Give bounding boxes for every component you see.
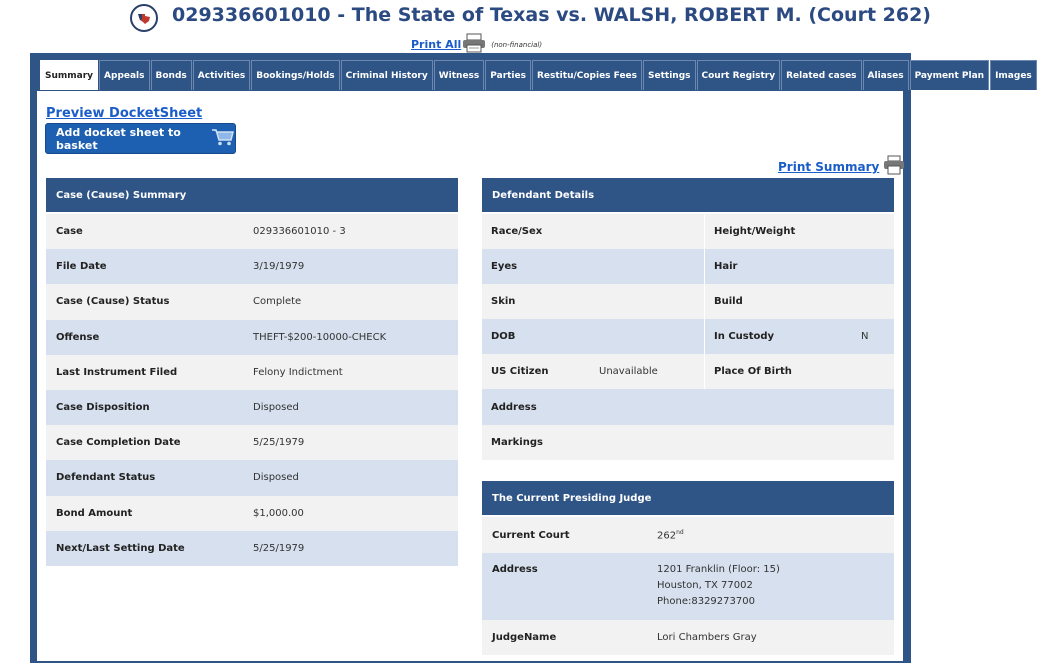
tab-bar: [40, 60, 1037, 90]
defendant-row-markings: [482, 425, 894, 460]
case-summary-row: [46, 355, 458, 390]
tab-related-cases[interactable]: Related cases: [781, 60, 861, 90]
case-summary-row: [46, 214, 458, 249]
place-of-birth-label: Place Of Birth: [714, 366, 792, 377]
case-summary-value: Disposed: [253, 472, 299, 484]
case-summary-header: [46, 178, 458, 212]
tab-criminal-history[interactable]: Criminal History: [341, 60, 433, 90]
print-all-link[interactable]: Print All: [411, 38, 462, 51]
tab-appeals[interactable]: Appeals: [99, 60, 149, 90]
tab-activities[interactable]: Activities: [193, 60, 251, 90]
case-summary-row: [46, 496, 458, 531]
address-label: Address: [491, 401, 537, 413]
judge-address-label: Address: [492, 564, 538, 575]
case-summary-value: THEFT-$200-10000-CHECK: [253, 331, 387, 343]
judge-address-line2: Houston, TX 77002: [657, 580, 753, 591]
case-summary-value: Felony Indictment: [253, 366, 343, 378]
add-to-basket-label: Add docket sheet to basket: [56, 125, 181, 152]
non-financial-note: (non-financial): [491, 40, 543, 49]
height-weight-label: Height/Weight: [714, 226, 796, 237]
tab-court-registry[interactable]: Court Registry: [697, 60, 781, 90]
markings-label: Markings: [491, 437, 543, 448]
case-summary-value: 029336601010 - 3: [253, 226, 346, 238]
judge-header: [482, 481, 894, 515]
case-summary-row: [46, 425, 458, 460]
tab-bookings-holds[interactable]: Bookings/Holds: [251, 60, 339, 90]
defendant-row-skin: [482, 284, 894, 319]
case-summary-label: Case Completion Date: [56, 437, 181, 449]
tab-witness[interactable]: Witness: [434, 60, 485, 90]
tab-restitution-fees[interactable]: Restitu/Copies Fees: [532, 60, 642, 90]
in-custody-value: N: [861, 331, 869, 342]
race-sex-label: Race/Sex: [491, 226, 543, 237]
judge-row-address: [482, 553, 894, 620]
skin-label: Skin: [491, 296, 516, 307]
case-summary-row: [46, 320, 458, 355]
case-summary-label: Bond Amount: [56, 507, 133, 519]
tab-parties[interactable]: Parties: [485, 60, 531, 90]
case-summary-label: Last Instrument Filed: [56, 366, 178, 378]
defendant-details-header: [482, 178, 894, 212]
judge-row-court: [482, 517, 894, 553]
column-divider: [704, 214, 705, 389]
in-custody-label: In Custody: [714, 331, 775, 342]
defendant-row-address: [482, 389, 894, 425]
case-summary-value: Disposed: [253, 402, 299, 414]
case-summary-value: 3/19/1979: [253, 261, 305, 273]
case-summary-value: 5/25/1979: [253, 437, 305, 449]
case-summary-row: [46, 390, 458, 425]
tab-settings[interactable]: Settings: [643, 60, 695, 90]
preview-docket-sheet-link[interactable]: Preview DocketSheet: [46, 106, 203, 121]
county-seal-icon: [130, 4, 158, 32]
page-title: 029336601010 - The State of Texas vs. WALSH, ROBERT M. (Court 262): [172, 4, 931, 26]
us-citizen-value: Unavailable: [599, 366, 658, 377]
current-court-value: 262nd: [657, 528, 684, 542]
case-summary-label: Case (Cause) Status: [56, 296, 170, 308]
defendant-details-title: Defendant Details: [492, 189, 595, 201]
tab-bonds[interactable]: Bonds: [151, 60, 192, 90]
case-summary-row: [46, 284, 458, 319]
case-summary-label: Offense: [56, 331, 100, 343]
defendant-row-citizen: [482, 354, 894, 389]
dob-label: DOB: [491, 331, 516, 342]
case-summary-value: 5/25/1979: [253, 542, 305, 554]
print-summary-group: [778, 155, 905, 179]
defendant-row-race: [482, 214, 894, 249]
defendant-row-dob: [482, 319, 894, 354]
case-summary-row: [46, 249, 458, 284]
tab-summary[interactable]: Summary: [40, 60, 98, 90]
judge-row-name: [482, 620, 894, 655]
case-summary-label: File Date: [56, 261, 107, 273]
defendant-row-eyes: [482, 249, 894, 284]
case-summary-row: [46, 531, 458, 566]
tab-aliases[interactable]: Aliases: [863, 60, 909, 90]
build-label: Build: [714, 296, 743, 307]
printer-icon[interactable]: [883, 155, 905, 179]
case-summary-row: [46, 460, 458, 495]
case-summary-title: Case (Cause) Summary: [56, 189, 187, 201]
add-to-basket-button[interactable]: [45, 123, 236, 154]
case-summary-value: Complete: [253, 296, 302, 308]
shopping-cart-icon: [211, 127, 235, 150]
case-summary-label: Defendant Status: [56, 472, 156, 484]
tab-payment-plan[interactable]: Payment Plan: [910, 60, 990, 90]
judge-address-line1: 1201 Franklin (Floor: 15): [657, 564, 780, 575]
page-header: [0, 0, 1000, 52]
current-court-label: Current Court: [492, 529, 570, 541]
case-summary-label: Case: [56, 226, 83, 238]
us-citizen-label: US Citizen: [491, 366, 549, 377]
hair-label: Hair: [714, 261, 738, 272]
judge-name-label: JudgeName: [492, 632, 557, 643]
case-summary-value: $1,000.00: [253, 507, 304, 519]
eyes-label: Eyes: [491, 261, 518, 272]
tab-images[interactable]: Images: [990, 60, 1037, 90]
case-summary-label: Case Disposition: [56, 402, 150, 414]
judge-name-value: Lori Chambers Gray: [657, 632, 757, 643]
print-summary-link[interactable]: Print Summary: [778, 160, 880, 174]
case-summary-label: Next/Last Setting Date: [56, 542, 185, 554]
judge-title: The Current Presiding Judge: [492, 492, 652, 504]
judge-phone: Phone:8329273700: [657, 596, 755, 607]
